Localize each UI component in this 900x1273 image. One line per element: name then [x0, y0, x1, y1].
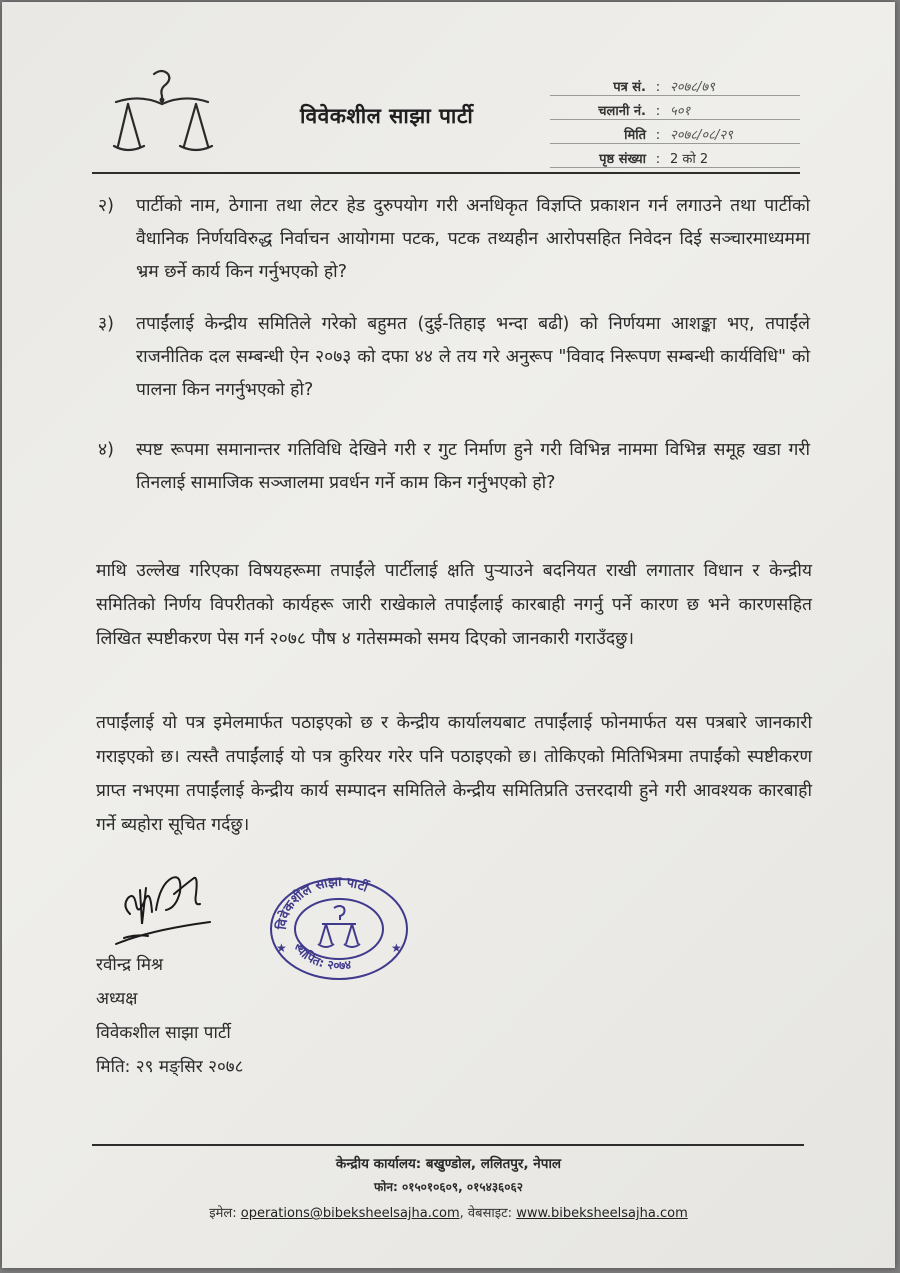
stamp-star-icon: ★ — [391, 941, 402, 955]
handwritten-signature — [110, 864, 220, 954]
signatory-title: अध्यक्ष — [96, 989, 138, 1009]
meta-row-dispatch-number — [550, 96, 800, 120]
meta-row-page-count — [550, 144, 800, 168]
website-link[interactable]: www.bibeksheelsajha.com — [516, 1206, 688, 1221]
item-number: २) — [98, 196, 114, 216]
meta-colon: : — [655, 80, 661, 95]
meta-label: चलानी नं. — [598, 104, 646, 119]
item-text: स्पष्ट रूपमा समानान्तर गतिविधि देखिने गरी र गुट निर्माण हुने गरी विभिन्न नाममा विभिन्न समूह खडा गरी तिनलाई सामाजिक सञ्जालमा प्रवर्धन गर्ने काम किन गर्नुभएको हो? — [136, 440, 810, 493]
website-label: वेबसाइट: — [467, 1206, 513, 1221]
signatory-block — [96, 948, 243, 1084]
meta-label: मिति — [624, 128, 646, 143]
contact-separator: , — [459, 1206, 464, 1221]
party-name-heading: विवेकशील साझा पार्टी — [300, 104, 474, 128]
meta-colon: : — [655, 104, 661, 119]
item-number: ४) — [98, 440, 114, 460]
meta-row-date — [550, 120, 800, 144]
meta-label: पृष्ठ संख्या — [599, 152, 646, 167]
signatory-org: विवेकशील साझा पार्टी — [96, 1023, 231, 1043]
body-paragraph: तपाईंलाई यो पत्र इमेलमार्फत पठाइएको छ र केन्द्रीय कार्यालयबाट तपाईंलाई फोनमार्फत यस पत्रबारे जानकारी गराइएको छ। त्यस्तै तपाईंलाई यो पत्र कुरियर गरेर पनि पठाइएको छ। तोकिएको मितिभित्रमा तपाईंको स्पष्टीकरण प्राप्त नभएमा तपाईंलाई केन्द्रीय कार्य सम्पादन समितिले केन्द्रीय समितिप्रति उत्तरदायी हुने गरी आवश्यक कारबाही गर्ने ब्यहोरा सूचित गर्दछु। — [96, 713, 812, 835]
stamp-top-text: विवेकशील साझा पार्टी — [274, 874, 370, 931]
signatory-date: मिति: २९ मङ्सिर २०७८ — [96, 1057, 244, 1077]
meta-row-letter-number — [550, 72, 800, 96]
meta-value: २०७८/०८/२९ — [670, 128, 733, 143]
meta-value: ५०१ — [670, 104, 691, 119]
footer-contact-line — [2, 1203, 895, 1221]
meta-label: पत्र सं. — [613, 80, 646, 95]
signatory-name: रवीन्द्र मिश्र — [96, 955, 164, 975]
scales-logo-icon — [110, 66, 214, 158]
letter-page — [2, 2, 895, 1268]
item-number: ३) — [98, 314, 114, 334]
meta-colon: : — [655, 128, 661, 143]
list-item — [98, 190, 810, 290]
meta-colon: : — [655, 152, 661, 167]
email-link[interactable]: operations@bibeksheelsajha.com — [240, 1206, 460, 1221]
item-text: पार्टीको नाम, ठेगाना तथा लेटर हेड दुरुपयोग गरी अनधिकृत विज्ञप्ति प्रकाशन गर्न लगाउने तथा पार्टीको वैधानिक निर्णयविरुद्ध निर्वाचन आयोगमा पटक, पटक तथ्यहीन आरोपसहित निवेदन दिई सञ्चारमाध्यममा भ्रम छर्ने कार्य किन गर्नुभएको हो? — [136, 196, 810, 282]
letter-meta-block — [550, 72, 800, 168]
item-text: तपाईंलाई केन्द्रीय समितिले गरेको बहुमत (दुई-तिहाइ भन्दा बढी) को निर्णयमा आशङ्का भए, तपाईंले राजनीतिक दल सम्बन्धी ऐन २०७३ को दफा ४४ ले तय गरे अनुरूप "विवाद निरूपण सम्बन्धी कार्यविधि" को पालना किन नगर्नुभएको हो? — [136, 314, 810, 400]
footer-office-address: केन्द्रीय कार्यालय: बखुण्डोल, ललितपुर, नेपाल — [335, 1156, 562, 1172]
meta-value: २०७८/७९ — [670, 80, 715, 95]
body-paragraph: माथि उल्लेख गरिएका विषयहरूमा तपाईंले पार्टीलाई क्षति पुऱ्याउने बदनियत राखी लगातार विधान र केन्द्रीय समितिको निर्णय विपरीतको कार्यहरू जारी राखेकाले तपाईंलाई कारबाही नगर्नु पर्ने कारण छ भने कारणसहित लिखित स्पष्टीकरण पेस गर्न २०७८ पौष ४ गतेसम्मको समय दिएको जानकारी गराउँदछु। — [96, 561, 812, 649]
stamp-star-icon: ★ — [276, 941, 287, 955]
meta-value: 2 को 2 — [670, 152, 709, 167]
list-item — [98, 434, 810, 534]
svg-text:स्थापित: २०७४ — [291, 940, 352, 973]
header-divider — [92, 172, 800, 174]
party-seal-stamp — [264, 872, 414, 982]
footer-divider — [92, 1144, 804, 1146]
footer-phone: फोन: ०१५०१०६०९, ०१५४३६०६२ — [373, 1180, 524, 1194]
stamp-bottom-text: स्थापित: २०७४ — [291, 940, 353, 973]
list-item — [98, 308, 810, 408]
email-label: इमेल: — [209, 1206, 237, 1221]
